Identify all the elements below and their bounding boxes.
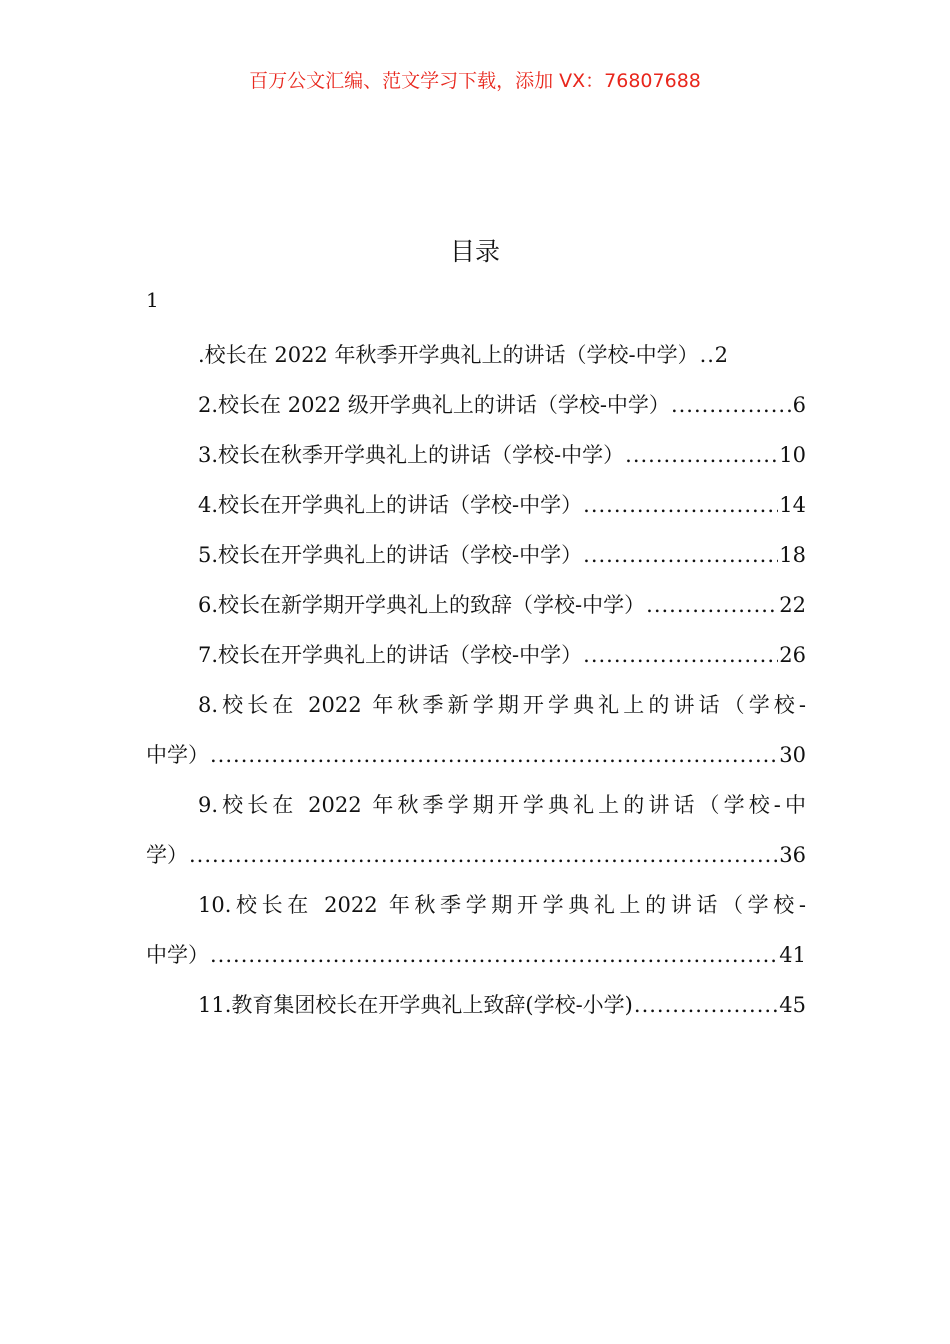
toc-entry-title: 5.校长在开学典礼上的讲话（学校-中学） xyxy=(198,543,583,567)
toc-entry-title-line2: 中学） xyxy=(146,943,209,967)
toc-entry-page: 41 xyxy=(779,943,806,967)
toc-leader-dots xyxy=(189,830,778,880)
toc-entry-page: 45 xyxy=(779,993,806,1017)
toc-entry-title: .校长在 2022 年秋季开学典礼上的讲话（学校-中学） xyxy=(198,343,699,367)
toc-entry-3[interactable] xyxy=(146,430,806,480)
toc-entry-5[interactable] xyxy=(146,530,806,580)
toc-entry-6[interactable] xyxy=(146,580,806,630)
toc-leader-dots xyxy=(625,430,778,480)
toc-entry-page: 22 xyxy=(779,593,806,617)
toc-entry-1[interactable] xyxy=(146,330,806,380)
toc-entry-11[interactable] xyxy=(146,980,806,1030)
toc-entry-page: 14 xyxy=(779,493,806,517)
toc-entry-8[interactable] xyxy=(146,680,806,780)
toc-entry-9[interactable] xyxy=(146,780,806,880)
toc-entry-title: 4.校长在开学典礼上的讲话（学校-中学） xyxy=(198,493,583,517)
toc-leader-dots xyxy=(583,630,778,680)
toc-entry-title: 2.校长在 2022 级开学典礼上的讲话（学校-中学） xyxy=(198,393,670,417)
toc-leader-dots xyxy=(646,580,778,630)
toc-leader-dots xyxy=(700,330,714,380)
toc-entry-title-line2: 学） xyxy=(146,843,188,867)
toc-entry-title-line1: 10.校长在 2022 年秋季学期开学典礼上的讲话（学校- xyxy=(198,893,806,917)
toc-entry-page: 36 xyxy=(779,843,806,867)
toc-entry-page: 26 xyxy=(779,643,806,667)
toc-leader-dots xyxy=(634,980,778,1030)
toc-entry-title-line1: 8.校长在 2022 年秋季新学期开学典礼上的讲话（学校- xyxy=(198,693,806,717)
table-of-contents xyxy=(146,330,806,1030)
toc-leader-dots xyxy=(583,530,778,580)
toc-leader-dots xyxy=(583,480,778,530)
page-title: 目录 xyxy=(449,237,500,266)
toc-lead-number: 1 xyxy=(146,288,159,312)
toc-leader-dots xyxy=(210,730,778,780)
toc-entry-title: 7.校长在开学典礼上的讲话（学校-中学） xyxy=(198,643,583,667)
toc-leader-dots xyxy=(210,930,778,980)
toc-entry-title: 6.校长在新学期开学典礼上的致辞（学校-中学） xyxy=(198,593,646,617)
toc-entry-title-line2: 中学） xyxy=(146,743,209,767)
toc-entry-title: 3.校长在秋季开学典礼上的讲话（学校-中学） xyxy=(198,443,625,467)
header-watermark-text: 百万公文汇编、范文学习下载，添加 VX：76807688 xyxy=(249,70,701,92)
toc-entry-page: 10 xyxy=(779,443,806,467)
toc-entry-4[interactable] xyxy=(146,480,806,530)
toc-entry-page: 18 xyxy=(779,543,806,567)
toc-entry-7[interactable] xyxy=(146,630,806,680)
toc-entry-page: 6 xyxy=(792,393,806,417)
toc-entry-page: 30 xyxy=(779,743,806,767)
toc-entry-page: 2 xyxy=(714,343,728,367)
toc-entry-title-line1: 9.校长在 2022 年秋季学期开学典礼上的讲话（学校-中 xyxy=(198,793,806,817)
toc-leader-dots xyxy=(671,380,792,430)
toc-entry-title: 11.教育集团校长在开学典礼上致辞(学校-小学) xyxy=(198,993,633,1017)
toc-entry-2[interactable] xyxy=(146,380,806,430)
toc-entry-10[interactable] xyxy=(146,880,806,980)
